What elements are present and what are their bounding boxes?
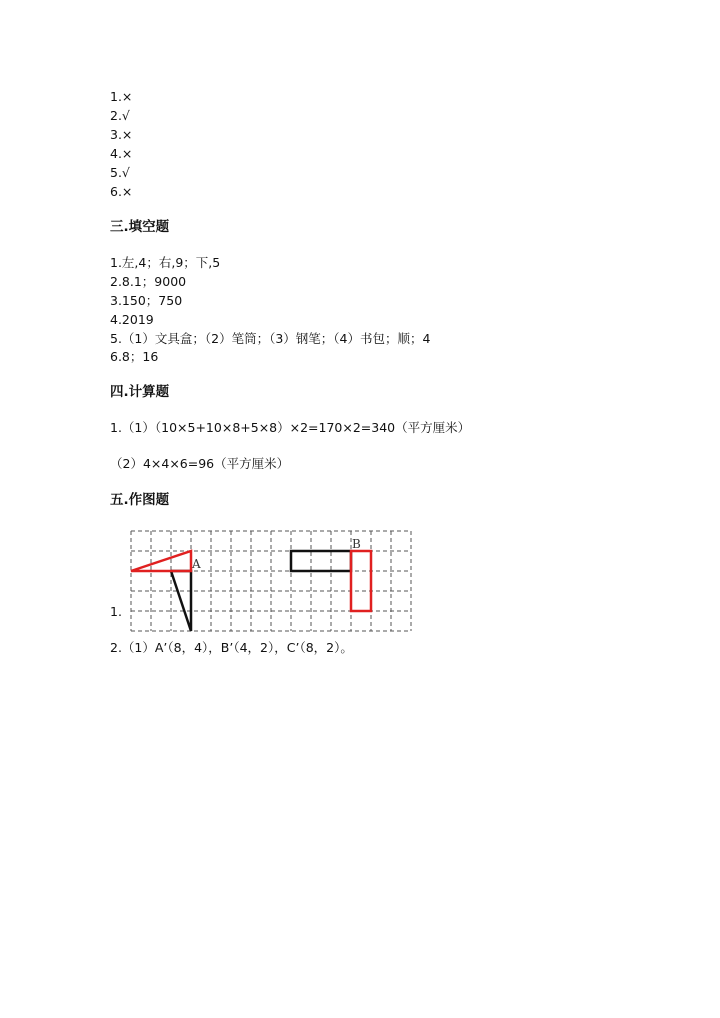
- drawing-answer-2: 2.（1）A’（8，4），B’（4，2），C’（8，2）。: [110, 640, 353, 655]
- fill-blank-answer-4: 4.2019: [110, 312, 154, 327]
- judgement-answer-3: 3.×: [110, 127, 133, 142]
- black-rectangle-shape: [291, 551, 351, 571]
- judgement-answer-4: 4.×: [110, 146, 133, 161]
- fill-blank-heading: 三.填空题: [110, 219, 170, 235]
- point-label-b: B: [352, 537, 361, 551]
- calculation-heading: 四.计算题: [110, 384, 170, 400]
- judgement-answer-6: 6.×: [110, 184, 133, 199]
- drawing-heading: 五.作图题: [110, 492, 170, 508]
- judgement-answer-1: 1.×: [110, 89, 133, 104]
- fill-blank-answer-5: 5.（1）文具盒；（2）笔筒；（3）钢笔；（4）书包；顺；4: [110, 331, 431, 346]
- red-rectangle-shape: [351, 551, 371, 611]
- judgement-answer-5: 5.√: [110, 165, 130, 180]
- red-triangle-shape: [131, 551, 191, 571]
- dashed-grid: [131, 531, 411, 631]
- point-label-a: A: [192, 557, 201, 571]
- judgement-answer-2: 2.√: [110, 108, 130, 123]
- calculation-answer-1: 1.（1）（10×5+10×8+5×8）×2=170×2=340（平方厘米）: [110, 420, 471, 435]
- calculation-answer-2: （2）4×4×6=96（平方厘米）: [110, 456, 290, 471]
- fill-blank-answer-2: 2.8.1；9000: [110, 274, 187, 289]
- fill-blank-answer-1: 1.左,4；右,9；下,5: [110, 255, 221, 270]
- drawing-figure-number: 1.: [110, 604, 122, 619]
- fill-blank-answer-6: 6.8；16: [110, 349, 159, 364]
- fill-blank-answer-3: 3.150；750: [110, 293, 183, 308]
- black-triangle-shape: [171, 571, 191, 631]
